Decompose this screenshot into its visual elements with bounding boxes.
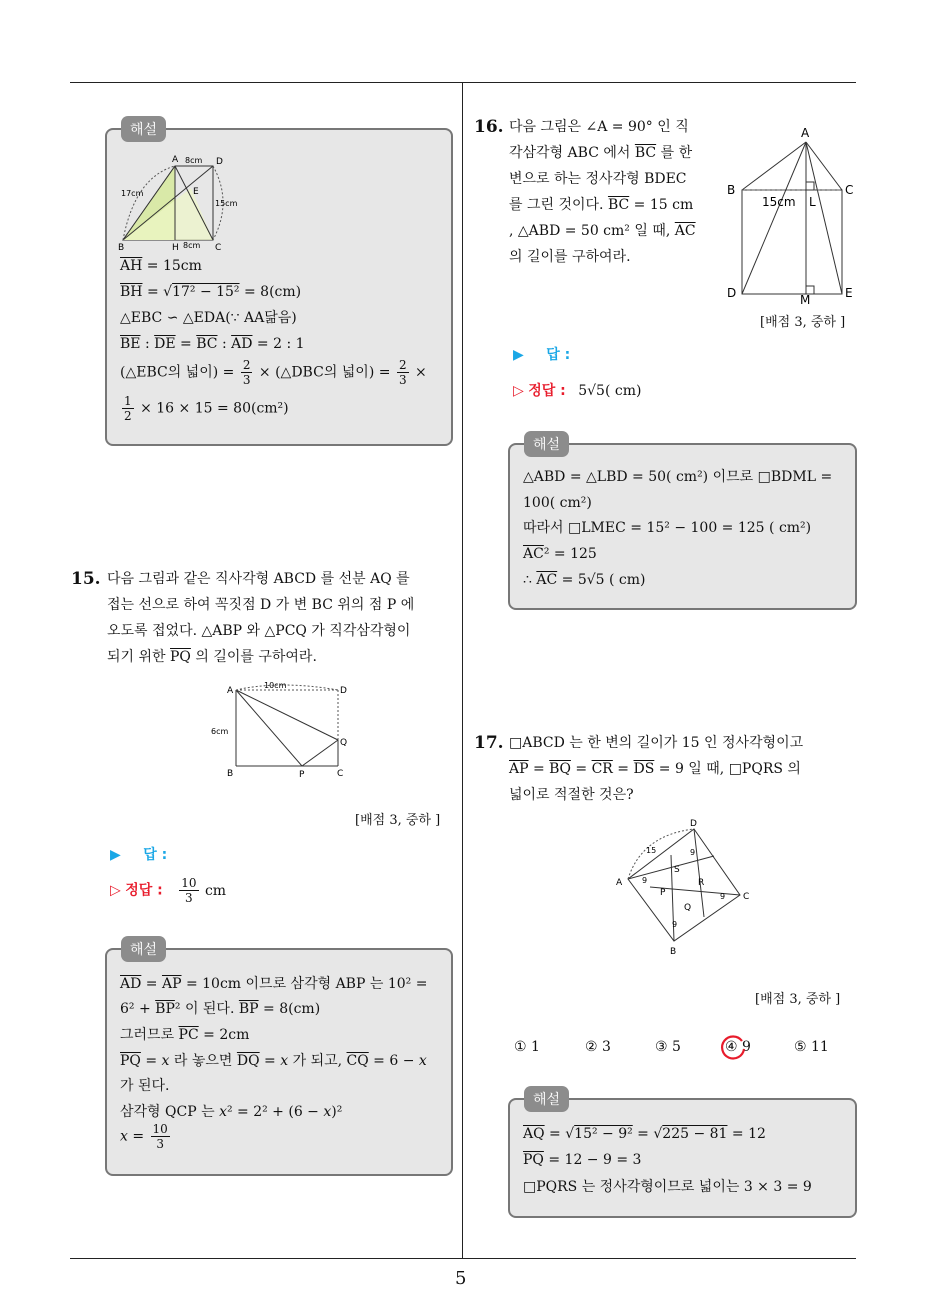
- q14-solution-box: [105, 122, 453, 446]
- q15-line-1: $\overline{AD} = \overline{AP} = 10cm$ 이므로 삼각형 ABP 는 10² =: [120, 976, 428, 992]
- fig-seg-len-1: 9: [642, 876, 648, 885]
- q14-line-2: $\overline{BH} = √17^2 - 15^2 = 8(cm)$: [120, 284, 302, 300]
- fig-seg-len-2: 9: [690, 848, 696, 857]
- correct-label: 정답 :: [125, 882, 163, 899]
- q17-choice-3[interactable]: ③ 5: [655, 1039, 681, 1055]
- q14-figure: [115, 152, 255, 252]
- q15-line-4: $\overline{PQ} = x$ 라 놓으면 $\overline{DQ} = x$ 가 되고, $\overline{CQ} = 6 - x$: [120, 1053, 427, 1069]
- q17-score: [배점 3, 중하 ]: [755, 992, 841, 1007]
- fig-label-A: A: [172, 155, 179, 165]
- fig-label-C: C: [845, 183, 854, 197]
- fig-label-D: D: [216, 157, 223, 167]
- play-icon: ▶: [110, 847, 121, 863]
- play-icon: ▶: [513, 347, 524, 363]
- fig-label-Q: Q: [340, 738, 348, 748]
- q15-solution-box: [105, 942, 453, 1176]
- q17-choice-5[interactable]: ⑤ 11: [794, 1039, 829, 1055]
- fig-seg-len-4: 9: [672, 920, 678, 929]
- fig-label-C: C: [215, 243, 222, 252]
- fig-label-C: C: [743, 892, 750, 902]
- q16-line-3: 따라서 □LMEC = 15² − 100 = 125 ( cm²): [523, 520, 812, 536]
- answer-label: 답 :: [546, 347, 571, 363]
- fig-label-E: E: [193, 187, 199, 197]
- fig-label-D: D: [340, 686, 347, 696]
- q17-solution-box: [508, 1092, 857, 1218]
- correct-value: $\frac{10}{3}$ cm: [181, 876, 227, 905]
- q16-line-4: $\overline{AC}^2 = 125$: [523, 546, 597, 562]
- q17-choice-4[interactable]: ④ 9: [725, 1039, 751, 1055]
- q17-text: □ABCD 는 한 변의 길이가 15 인 정사각형이고 $\overline{AP} = \overline{BQ} = \overline{CR} = \overline{DS} = 9$ 일 때, □PQRS 의 넓이로 적절한 것은?: [509, 735, 804, 803]
- fig-label-E: E: [845, 286, 853, 300]
- q17-choice-1[interactable]: ① 1: [514, 1039, 540, 1055]
- fig-label-R: R: [698, 878, 705, 888]
- q16-line-2: 100( cm²): [523, 495, 592, 511]
- fig-label-H: H: [172, 243, 179, 252]
- fig-label-A: A: [616, 878, 623, 888]
- fig-label-D: D: [727, 286, 737, 300]
- solution-tag: 해설: [121, 116, 166, 142]
- fig-top-len: 8cm: [185, 156, 203, 165]
- fig-label-P: P: [660, 888, 666, 898]
- q15-correct-row: [110, 876, 226, 905]
- q16-solution-box: [508, 437, 857, 610]
- selected-circle-mark: [718, 1033, 748, 1063]
- fig-label-B: B: [670, 947, 677, 957]
- q17-line-2: $\overline{PQ} = 12 - 9 = 3$: [523, 1152, 642, 1168]
- answer-label: 답 :: [143, 847, 168, 863]
- q14-line-4: $\overline{BE}$ : $\overline{DE} = \overline{BC}$ : $\overline{AD} = 2$ : 1: [120, 336, 305, 352]
- fig-seg-len-3: 9: [720, 892, 726, 901]
- fig-bottom-len: 8cm: [183, 241, 201, 250]
- fig-label-B: B: [118, 243, 125, 252]
- q16-correct-row: [513, 380, 641, 400]
- fig-label-A: A: [801, 126, 810, 140]
- q16-text: 다음 그림은 ∠A = 90° 인 직 각삼각형 ABC 에서 $\overline{BC}$ 를 한 변으로 하는 정사각형 BDEC 를 그린 것이다. $\overline{BC} = 15$ cm , △ABD = 50 cm² 일 때, $\overline{AC}$ 의 길이를 구하여라.: [509, 119, 696, 265]
- q14-line-6: $\frac{1}{2}$ × 16 × 15 = 80(cm²): [124, 394, 289, 423]
- q16-score: [배점 3, 중하 ]: [760, 315, 846, 330]
- q17-choice-2[interactable]: ② 3: [585, 1039, 611, 1055]
- fig-bc-len: 15cm: [762, 195, 796, 209]
- q15-text: 다음 그림과 같은 직사각형 ABCD 를 선분 AQ 를 접는 선으로 하여 꼭짓점 D 가 변 BC 위의 점 P 에 오도록 접었다. △ABP 와 △PCQ 가 직각삼각형이 되기 위한 $\overline{PQ}$ 의 길이를 구하여라.: [107, 571, 415, 665]
- fig-label-L: L: [809, 195, 816, 209]
- fig-label-M: M: [800, 293, 811, 307]
- fig-label-D: D: [690, 819, 697, 829]
- q15-answer-row: [110, 844, 167, 864]
- fig-label-A: A: [227, 686, 234, 696]
- correct-label: 정답 :: [528, 383, 566, 399]
- q17-line-3: □PQRS 는 정사각형이므로 넓이는 3 × 3 = 9: [523, 1179, 812, 1195]
- q17-line-1: $\overline{AQ} = √15^2 - 9^2 = √225 - 81 = 12$: [523, 1126, 766, 1142]
- q16-line-1: △ABD = △LBD = 50( cm²) 이므로 □BDML =: [523, 469, 833, 485]
- fig-left-len: 17cm: [121, 189, 144, 198]
- fig-label-Q: Q: [684, 903, 692, 913]
- q15-line-2: $6^2 + \overline{BP}^2$ 이 된다. $\overline{BP} = 8(cm)$: [120, 1001, 321, 1017]
- triangle-outline-icon: ▷: [110, 882, 121, 899]
- solution-tag: 해설: [121, 936, 166, 962]
- q16-number: 16.: [474, 117, 504, 137]
- bottom-rule: [70, 1258, 856, 1259]
- q17-figure: [612, 815, 762, 960]
- fig-label-P: P: [299, 770, 305, 780]
- fig-side-len: 15: [646, 846, 657, 855]
- q15-figure: [210, 678, 360, 783]
- fig-label-S: S: [674, 865, 680, 875]
- fig-label-C: C: [337, 769, 344, 779]
- triangle-outline-icon: ▷: [513, 383, 524, 399]
- solution-tag: 해설: [524, 431, 569, 457]
- fig-top-len: 10cm: [264, 681, 287, 690]
- q15-line-6: 삼각형 QCP 는 x² = 2² + (6 − x)²: [120, 1104, 343, 1120]
- q15-line-7: x = $\frac{10}{3}$: [120, 1122, 168, 1151]
- q16-answer-row: [513, 344, 570, 364]
- q16-line-5: ∴ $\overline{AC} = 5√5$ ( cm): [523, 572, 646, 588]
- solution-tag: 해설: [524, 1086, 569, 1112]
- fig-label-B: B: [727, 183, 736, 197]
- fig-left-len: 6cm: [211, 727, 229, 736]
- q14-line-1: $\overline{AH} = 15cm$: [120, 258, 202, 274]
- fig-right-len: 15cm: [215, 199, 238, 208]
- correct-value: 5√5( cm): [578, 383, 642, 399]
- q14-line-3: △EBC ∽ △EDA(∵ AA닮음): [120, 310, 297, 326]
- q14-line-5: (△EBC의 넓이) = $\frac{2}{3}$ × (△DBC의 넓이) = $\frac{2}{3}$ ×: [120, 358, 427, 387]
- page-number: 5: [455, 1268, 467, 1289]
- q15-line-3: 그러므로 $\overline{PC} = 2cm$: [120, 1027, 250, 1043]
- top-rule: [70, 82, 856, 83]
- fig-label-B: B: [227, 769, 234, 779]
- q15-score: [배점 3, 중하 ]: [355, 813, 441, 828]
- q15-line-5: 가 된다.: [120, 1078, 170, 1094]
- q17-number: 17.: [474, 733, 504, 753]
- q15-number: 15.: [71, 569, 101, 589]
- q16-figure: [722, 122, 862, 307]
- column-divider: [462, 83, 463, 1258]
